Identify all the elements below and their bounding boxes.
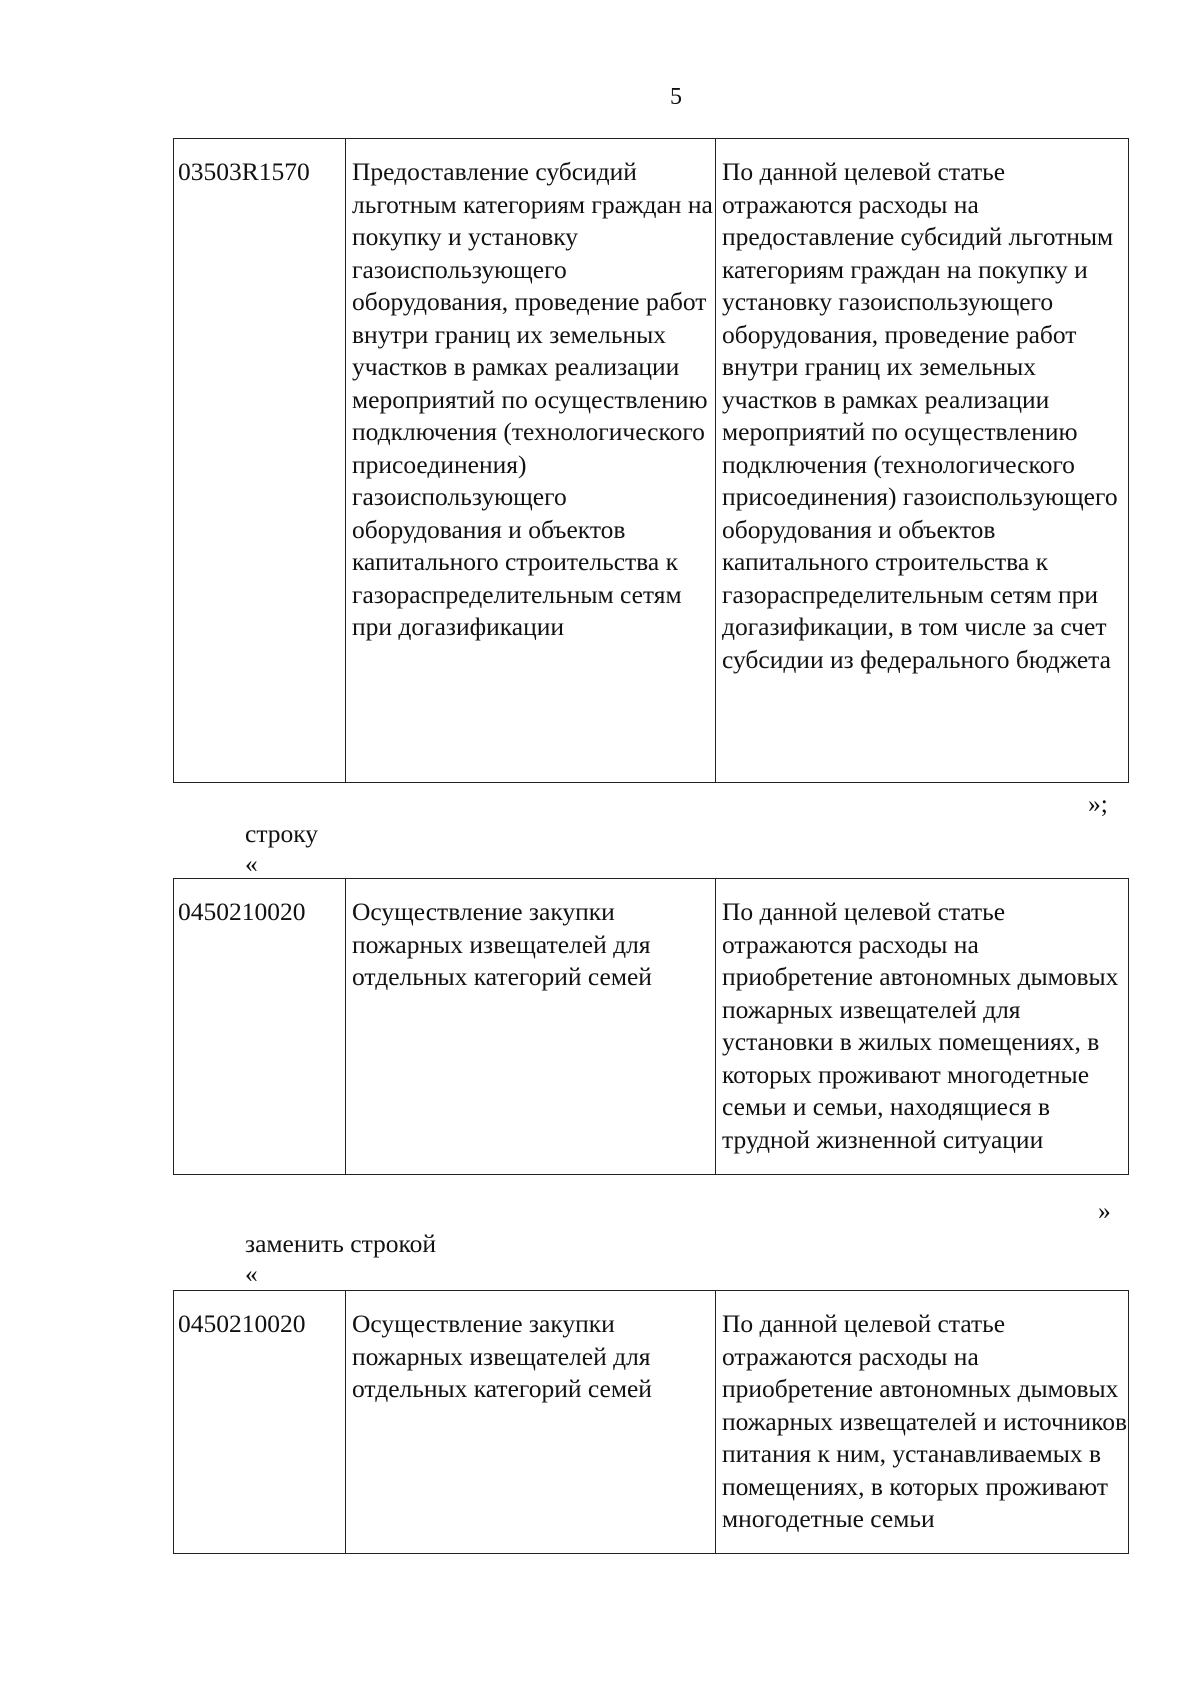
budget-table-1 [173, 138, 1129, 783]
cell-name: Осуществление закупки пожарных извещателей для отдельных категорий семей [346, 1291, 716, 1554]
instruction-text-2: заменить строкой [245, 1229, 437, 1258]
closing-quote-1: »; [1088, 789, 1108, 818]
cell-name: Предоставление субсидий льготным категориям граждан на покупку и установку газоиспользующего оборудования, проведение работ внутри границ их земельных участков в рамках реализации мероприятий по осуществлению подключения (технологического присоединения) газоиспользующего оборудования и объектов капитального строительства к газораспределительным сетям при догазификации [346, 139, 716, 783]
cell-description: По данной целевой статье отражаются расходы на предоставление субсидий льготным категориям граждан на покупку и установку газоиспользующего оборудования, проведение работ внутри границ их земельных участков в рамках реализации мероприятий по осуществлению подключения (технологического присоединения) газоиспользующего оборудования и объектов капитального строительства к газораспределительным сетям при догазификации, в том числе за счет субсидии из федерального бюджета [716, 139, 1129, 783]
page-number: 5 [670, 84, 682, 110]
table-row [174, 139, 1129, 783]
opening-quote-2: « [245, 1259, 258, 1288]
cell-code: 03503R1570 [174, 139, 346, 783]
cell-code: 0450210020 [174, 879, 346, 1175]
table-row [174, 879, 1129, 1175]
cell-code: 0450210020 [174, 1291, 346, 1554]
cell-description: По данной целевой статье отражаются расходы на приобретение автономных дымовых пожарных извещателей для установки в жилых помещениях, в которых проживают многодетные семьи и семьи, находящиеся в трудной жизненной ситуации [716, 879, 1129, 1175]
cell-name: Осуществление закупки пожарных извещателей для отдельных категорий семей [346, 879, 716, 1175]
budget-table-3 [173, 1290, 1129, 1554]
opening-quote-1: « [245, 849, 258, 878]
table-row [174, 1291, 1129, 1554]
instruction-text-1: строку [245, 819, 319, 848]
budget-table-2 [173, 878, 1129, 1175]
closing-quote-2: » [1098, 1196, 1111, 1225]
cell-description: По данной целевой статье отражаются расходы на приобретение автономных дымовых пожарных извещателей и источников питания к ним, устанавливаемых в помещениях, в которых проживают многодетные семьи [716, 1291, 1129, 1554]
